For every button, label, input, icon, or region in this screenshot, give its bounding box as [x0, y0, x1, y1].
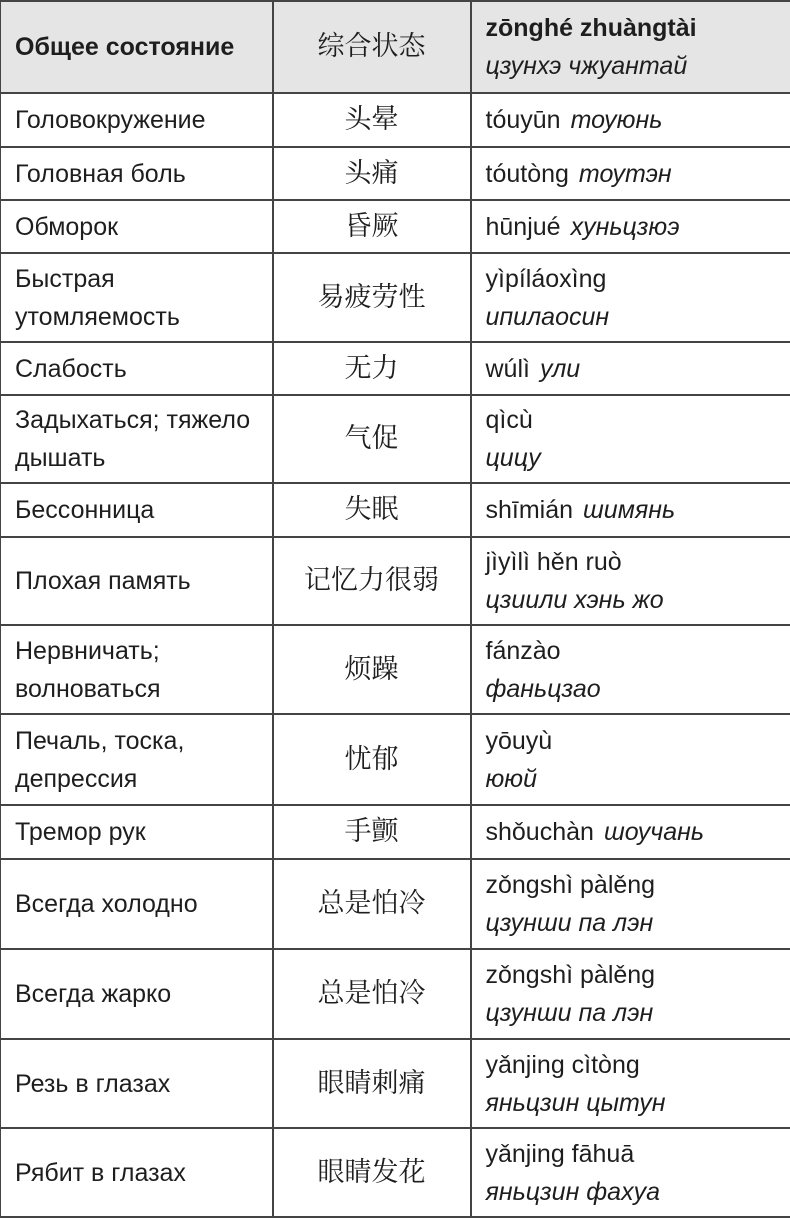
table-row	[1, 537, 790, 625]
transcription: шоучань	[604, 818, 704, 846]
chinese-term: 失眠	[273, 483, 471, 537]
russian-term: Резь в глазах	[1, 1039, 273, 1128]
table-row	[1, 859, 790, 949]
transcription: тоуюнь	[571, 106, 663, 134]
pinyin: fánzào	[486, 632, 767, 670]
pinyin-cell	[471, 537, 790, 625]
russian-term: Всегда холодно	[1, 859, 273, 949]
transcription: шимянь	[583, 496, 675, 524]
header-pinyin: zōnghé zhuàngtài	[486, 9, 777, 47]
pinyin: hūnjué	[486, 213, 561, 241]
pinyin: shǒuchàn	[486, 818, 594, 846]
table-row	[1, 625, 790, 714]
chinese-term: 气促	[273, 395, 471, 483]
pinyin-cell	[471, 714, 790, 805]
table-row	[1, 342, 790, 395]
chinese-term: 忧郁	[273, 714, 471, 805]
header-russian: Общее состояние	[1, 1, 273, 93]
transcription: тоутэн	[579, 160, 672, 188]
pinyin: shīmián	[486, 496, 574, 524]
pinyin-cell	[471, 342, 790, 395]
chinese-term: 无力	[273, 342, 471, 395]
header-pinyin-cell	[471, 1, 790, 93]
russian-term: Рябит в глазах	[1, 1128, 273, 1217]
pinyin: zǒngshì pàlěng	[486, 956, 767, 994]
transcription: ипилаосин	[486, 298, 777, 336]
chinese-term: 总是怕冷	[273, 859, 471, 949]
russian-term: Тремор рук	[1, 805, 273, 859]
chinese-term: 眼睛刺痛	[273, 1039, 471, 1128]
table-row	[1, 200, 790, 253]
russian-term: Головокружение	[1, 93, 273, 147]
russian-term: Плохая память	[1, 537, 273, 625]
transcription: цзунши па лэн	[486, 904, 777, 942]
russian-term: Нервничать; волноваться	[1, 625, 273, 714]
transcription: фаньцзао	[486, 670, 777, 708]
header-transcription: цзунхэ чжуантай	[486, 47, 777, 85]
transcription: яньцзин фахуа	[486, 1173, 777, 1211]
pinyin: yōuyù	[486, 722, 767, 760]
pinyin: wúlì	[486, 355, 530, 383]
table-row	[1, 147, 790, 200]
transcription: ююй	[486, 760, 777, 798]
russian-term: Головная боль	[1, 147, 273, 200]
chinese-term: 烦躁	[273, 625, 471, 714]
table-row	[1, 1039, 790, 1128]
pinyin: yǎnjing cìtòng	[486, 1046, 767, 1084]
table-row	[1, 253, 790, 342]
table-row	[1, 483, 790, 537]
russian-term: Слабость	[1, 342, 273, 395]
table-row	[1, 93, 790, 147]
chinese-term: 易疲劳性	[273, 253, 471, 342]
table-row	[1, 1128, 790, 1217]
pinyin-cell	[471, 253, 790, 342]
russian-term: Задыхаться; тяжело дышать	[1, 395, 273, 483]
pinyin-cell	[471, 395, 790, 483]
russian-term: Бессонница	[1, 483, 273, 537]
transcription: хуньцзюэ	[571, 213, 680, 241]
transcription: цзиили хэнь жо	[486, 581, 777, 619]
russian-term: Обморок	[1, 200, 273, 253]
pinyin: qìcù	[486, 401, 767, 439]
table-row	[1, 949, 790, 1039]
transcription: цзунши па лэн	[486, 994, 777, 1032]
header-chinese: 综合状态	[273, 1, 471, 93]
pinyin-cell	[471, 93, 790, 147]
pinyin-cell	[471, 949, 790, 1039]
table-row	[1, 395, 790, 483]
transcription: яньцзин цытун	[486, 1084, 777, 1122]
pinyin: tóuyūn	[486, 106, 561, 134]
table-row	[1, 714, 790, 805]
pinyin-cell	[471, 483, 790, 537]
pinyin-cell	[471, 625, 790, 714]
pinyin-cell	[471, 147, 790, 200]
chinese-term: 昏厥	[273, 200, 471, 253]
pinyin: yìpíláoxìng	[486, 260, 767, 298]
russian-term: Быстрая утомляемость	[1, 253, 273, 342]
russian-term: Печаль, тоска, депрессия	[1, 714, 273, 805]
pinyin-cell	[471, 1039, 790, 1128]
pinyin: jìyìlì hěn ruò	[486, 543, 767, 581]
table-row	[1, 805, 790, 859]
transcription: цицу	[486, 439, 777, 477]
pinyin: yǎnjing fāhuā	[486, 1135, 767, 1173]
chinese-term: 总是怕冷	[273, 949, 471, 1039]
header-row	[1, 1, 790, 93]
chinese-term: 眼睛发花	[273, 1128, 471, 1217]
pinyin-cell	[471, 200, 790, 253]
chinese-term: 记忆力很弱	[273, 537, 471, 625]
pinyin-cell	[471, 805, 790, 859]
pinyin: zǒngshì pàlěng	[486, 866, 767, 904]
chinese-term: 手颤	[273, 805, 471, 859]
transcription: ули	[540, 355, 580, 383]
pinyin-cell	[471, 859, 790, 949]
pinyin: tóutòng	[486, 160, 569, 188]
chinese-term: 头痛	[273, 147, 471, 200]
chinese-term: 头晕	[273, 93, 471, 147]
pinyin-cell	[471, 1128, 790, 1217]
russian-term: Всегда жарко	[1, 949, 273, 1039]
